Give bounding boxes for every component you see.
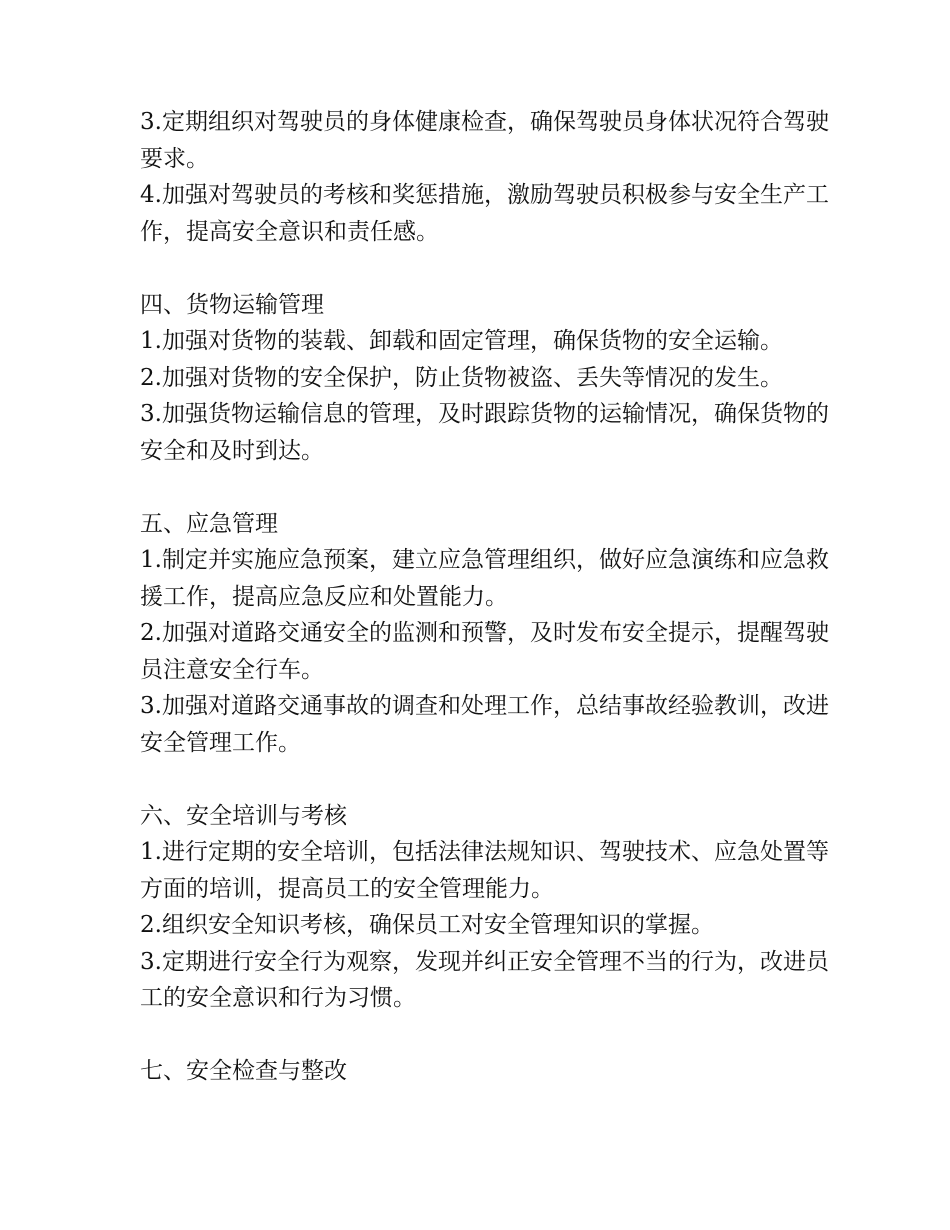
document-page [140,104,840,1090]
paragraph-driver-assessment: 4.加强对驾驶员的考核和奖惩措施，激励驾驶员积极参与安全生产工作，提高安全意识和责任感。 [140,182,829,245]
paragraph-training-observation: 3.定期进行安全行为观察，发现并纠正安全管理不当的行为，改进员工的安全意识和行为习惯。 [140,948,829,1011]
section-spacer [140,250,840,287]
section-heading-inspection: 七、安全检查与整改 [140,1058,347,1084]
paragraph-emergency-plan: 1.制定并实施应急预案，建立应急管理组织，做好应急演练和应急救援工作，提高应急反应和处置能力。 [140,547,829,610]
section-heading-training: 六、安全培训与考核 [140,802,347,829]
section-spacer [140,1017,840,1054]
paragraph-cargo-loading: 1.加强对货物的装载、卸载和固定管理，确保货物的安全运输。 [140,328,783,354]
paragraph-cargo-tracking: 3.加强货物运输信息的管理，及时跟踪货物的运输情况，确保货物的安全和及时到达。 [140,401,829,464]
paragraph-emergency-monitoring: 2.加强对道路交通安全的监测和预警，及时发布安全提示，提醒驾驶员注意安全行车。 [140,620,829,683]
paragraph-emergency-investigation: 3.加强对道路交通事故的调查和处理工作，总结事故经验教训，改进安全管理工作。 [140,693,829,756]
paragraph-training-regular: 1.进行定期的安全培训，包括法律法规知识、驾驶技术、应急处置等方面的培训，提高员工的安全管理能力。 [140,839,829,902]
paragraph-cargo-protection: 2.加强对货物的安全保护，防止货物被盗、丢失等情况的发生。 [140,364,783,391]
paragraph-driver-health-check: 3.定期组织对驾驶员的身体健康检查，确保驾驶员身体状况符合驾驶要求。 [140,109,829,172]
section-spacer [140,469,840,506]
section-spacer [140,761,840,798]
section-heading-cargo-transport: 四、货物运输管理 [140,291,324,318]
section-heading-emergency: 五、应急管理 [140,510,278,537]
paragraph-training-assessment: 2.组织安全知识考核，确保员工对安全管理知识的掌握。 [140,912,714,938]
